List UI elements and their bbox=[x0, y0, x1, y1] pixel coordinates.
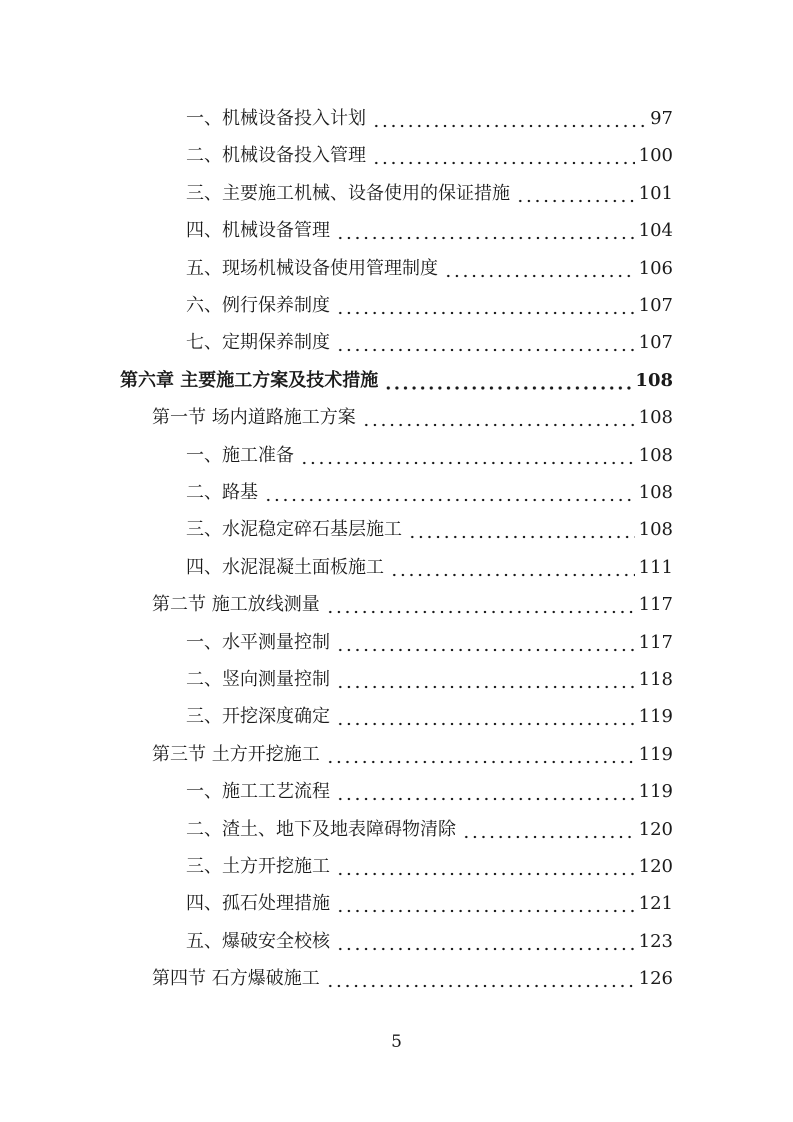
toc-entry-title: 二、路基 bbox=[186, 482, 258, 503]
toc-entry-page-number: 108 bbox=[638, 444, 673, 466]
toc-entry-title: 一、水平测量控制 bbox=[186, 631, 330, 653]
toc-entry-page-number: 119 bbox=[638, 743, 673, 765]
toc-entry-title: 一、机械设备投入计划 bbox=[186, 108, 366, 129]
toc-entry-page-number: 108 bbox=[638, 519, 673, 541]
toc-entry-page-number: 117 bbox=[638, 631, 673, 653]
toc-entry-title: 一、施工准备 bbox=[186, 444, 294, 466]
toc-section-entry[interactable] bbox=[152, 590, 673, 620]
dot-leader bbox=[336, 216, 635, 246]
toc-item-entry[interactable] bbox=[186, 104, 673, 134]
toc-entry-page-number: 121 bbox=[638, 893, 673, 915]
toc-entry-title: 二、机械设备投入管理 bbox=[186, 145, 366, 167]
toc-entry-page-number: 101 bbox=[638, 182, 673, 204]
toc-section-entry[interactable] bbox=[152, 403, 673, 433]
toc-entry-page-number: 123 bbox=[638, 930, 673, 952]
toc-item-entry[interactable] bbox=[186, 328, 673, 358]
dot-leader bbox=[336, 702, 635, 732]
dot-leader bbox=[336, 852, 635, 882]
dot-leader bbox=[372, 141, 635, 171]
dot-leader bbox=[362, 403, 635, 433]
toc-entry-title: 第四节 石方爆破施工 bbox=[152, 968, 320, 990]
dot-leader bbox=[336, 665, 635, 695]
toc-entry-title: 二、渣土、地下及地表障碍物清除 bbox=[186, 818, 456, 840]
toc-item-entry[interactable] bbox=[186, 815, 673, 845]
toc-item-entry[interactable] bbox=[186, 291, 673, 321]
toc-entry-title: 三、水泥稳定碎石基层施工 bbox=[186, 519, 402, 541]
toc-item-entry[interactable] bbox=[186, 628, 673, 658]
toc-entry-page-number: 126 bbox=[638, 968, 673, 990]
dot-leader bbox=[336, 291, 635, 321]
toc-item-entry[interactable] bbox=[186, 179, 673, 209]
toc-entry-page-number: 108 bbox=[638, 407, 673, 429]
dot-leader bbox=[300, 441, 635, 471]
toc-entry-title: 第六章 主要施工方案及技术措施 bbox=[120, 369, 379, 391]
toc-item-entry[interactable] bbox=[186, 777, 673, 807]
toc-entry-page-number: 120 bbox=[638, 818, 673, 840]
toc-entry-page-number: 100 bbox=[638, 145, 673, 167]
toc-entry-title: 第三节 土方开挖施工 bbox=[152, 743, 320, 765]
dot-leader bbox=[516, 179, 635, 209]
toc-entry-title: 四、孤石处理措施 bbox=[186, 893, 330, 915]
toc-entry-title: 四、水泥混凝土面板施工 bbox=[186, 556, 384, 578]
dot-leader bbox=[336, 927, 635, 957]
toc-entry-title: 二、竖向测量控制 bbox=[186, 669, 330, 690]
dot-leader bbox=[336, 889, 635, 919]
toc-entry-page-number: 119 bbox=[638, 781, 673, 803]
toc-entry-title: 五、爆破安全校核 bbox=[186, 930, 330, 952]
toc-entry-page-number: 119 bbox=[638, 706, 673, 728]
toc-section-entry[interactable] bbox=[152, 964, 673, 994]
toc-item-entry[interactable] bbox=[186, 553, 673, 583]
toc-item-entry[interactable] bbox=[186, 515, 673, 545]
toc-item-entry[interactable] bbox=[186, 478, 673, 508]
toc-entry-title: 五、现场机械设备使用管理制度 bbox=[186, 257, 438, 279]
toc-entry-title: 三、开挖深度确定 bbox=[186, 706, 330, 728]
toc-section-entry[interactable] bbox=[152, 740, 673, 770]
toc-item-entry[interactable] bbox=[186, 141, 673, 171]
dot-leader bbox=[408, 515, 635, 545]
toc-entry-title: 一、施工工艺流程 bbox=[186, 781, 330, 803]
toc-entry-title: 第一节 场内道路施工方案 bbox=[152, 407, 356, 429]
dot-leader bbox=[462, 815, 635, 845]
toc-entry-page-number: 117 bbox=[638, 594, 673, 616]
toc-entry-title: 七、定期保养制度 bbox=[186, 332, 330, 354]
toc-item-entry[interactable] bbox=[186, 216, 673, 246]
toc-entry-page-number: 104 bbox=[638, 220, 673, 242]
toc-entry-title: 四、机械设备管理 bbox=[186, 220, 330, 242]
dot-leader bbox=[264, 478, 635, 508]
toc-item-entry[interactable] bbox=[186, 702, 673, 732]
page-number: 5 bbox=[391, 1032, 402, 1052]
dot-leader bbox=[384, 366, 631, 396]
toc-entry-page-number: 120 bbox=[638, 856, 673, 877]
dot-leader bbox=[326, 590, 635, 620]
toc-entry-title: 三、主要施工机械、设备使用的保证措施 bbox=[186, 182, 510, 204]
toc-entry-page-number: 108 bbox=[638, 482, 673, 503]
toc-entry-page-number: 97 bbox=[650, 108, 673, 129]
dot-leader bbox=[390, 553, 635, 583]
toc-entry-page-number: 106 bbox=[638, 257, 673, 279]
toc-chapter-entry[interactable] bbox=[120, 366, 673, 396]
toc-item-entry[interactable] bbox=[186, 927, 673, 957]
toc-entry-page-number: 118 bbox=[638, 669, 673, 690]
toc-item-entry[interactable] bbox=[186, 441, 673, 471]
dot-leader bbox=[326, 964, 635, 994]
toc-entry-title: 第二节 施工放线测量 bbox=[152, 594, 320, 616]
toc-item-entry[interactable] bbox=[186, 852, 673, 882]
dot-leader bbox=[444, 254, 635, 284]
dot-leader bbox=[372, 104, 646, 134]
toc-entry-title: 三、土方开挖施工 bbox=[186, 856, 330, 877]
toc-entry-title: 六、例行保养制度 bbox=[186, 295, 330, 316]
toc-entry-page-number: 107 bbox=[638, 295, 673, 316]
dot-leader bbox=[336, 777, 635, 807]
dot-leader bbox=[336, 628, 635, 658]
dot-leader bbox=[336, 328, 635, 358]
toc-item-entry[interactable] bbox=[186, 254, 673, 284]
toc-entry-page-number: 111 bbox=[638, 556, 673, 578]
toc-item-entry[interactable] bbox=[186, 889, 673, 919]
toc-entry-page-number: 107 bbox=[638, 332, 673, 354]
toc-entry-page-number: 108 bbox=[635, 369, 673, 391]
toc-item-entry[interactable] bbox=[186, 665, 673, 695]
dot-leader bbox=[326, 740, 635, 770]
